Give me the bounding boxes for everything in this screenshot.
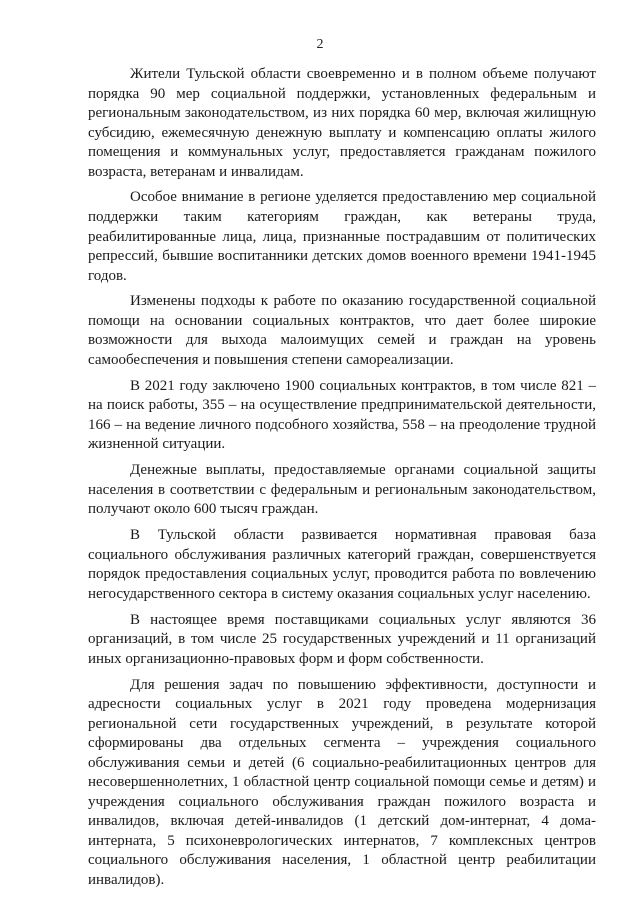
paragraph: В Тульской области развивается нормативная правовая база социального обслуживания различных категорий граждан, совершенствуется порядок предоставления социальных услуг, проводится работа по вовлечению негосударственного сектора в систему оказания социальных услуг населению. xyxy=(88,527,596,602)
document-body xyxy=(88,65,596,890)
paragraph: Для решения задач по повышению эффективности, доступности и адресности социальных услуг в 2021 году проведена модернизация региональной сети государственных учреждений, в результате которой сформированы два отдельных сегмента – учреждения социального обслуживания семьи и детей (6 социально-реабилитационных центров для несовершеннолетних, 1 областной центр социальной помощи семье и детям) и учреждения социального обслуживания граждан пожилого возраста и инвалидов, включая детей-инвалидов (1 детский дом-интернат, 4 дома-интерната, 5 психоневрологических интернатов, 7 комплексных центров социального обслуживания населения, 1 областной центр реабилитации инвалидов). xyxy=(88,676,596,888)
paragraph: В 2021 году заключено 1900 социальных контрактов, в том числе 821 – на поиск работы, 355 – на осуществление предпринимательской деятельности, 166 – на ведение личного подсобного хозяйства, 558 – на преодоление трудной жизненной ситуации. xyxy=(88,377,596,453)
paragraph: Денежные выплаты, предоставляемые органами социальной защиты населения в соответствии с федеральным и региональным законодательством, получают около 600 тысяч граждан. xyxy=(88,462,596,518)
page-number: 2 xyxy=(316,37,324,52)
paragraph: Изменены подходы к работе по оказанию государственной социальной помощи на основании социальных контрактов, что дает более широкие возможности для выхода малоимущих семей и граждан на уровень самообеспечения и повышения степени самореализации. xyxy=(88,293,596,368)
paragraph: Жители Тульской области своевременно и в полном объеме получают порядка 90 мер социальной поддержки, установленных федеральным и региональным законодательством, из них порядка 60 мер, включая жилищную субсидию, ежемесячную денежную выплату и компенсацию оплаты жилого помещения и коммунальных услуг, предоставляется гражданам пожилого возраста, ветеранам и инвалидам. xyxy=(88,66,596,180)
paragraph: Особое внимание в регионе уделяется предоставлению мер социальной поддержки таким категориям граждан, как ветераны труда, реабилитированные лица, лица, признанные пострадавшим от политических репрессий, бывшие воспитанники детских домов военного времени 1941-1945 годов. xyxy=(88,189,596,284)
paragraph: В настоящее время поставщиками социальных услуг являются 36 организаций, в том числе 25 государственных учреждений и 11 организаций иных организационно-правовых форм и форм собственности. xyxy=(88,611,596,667)
